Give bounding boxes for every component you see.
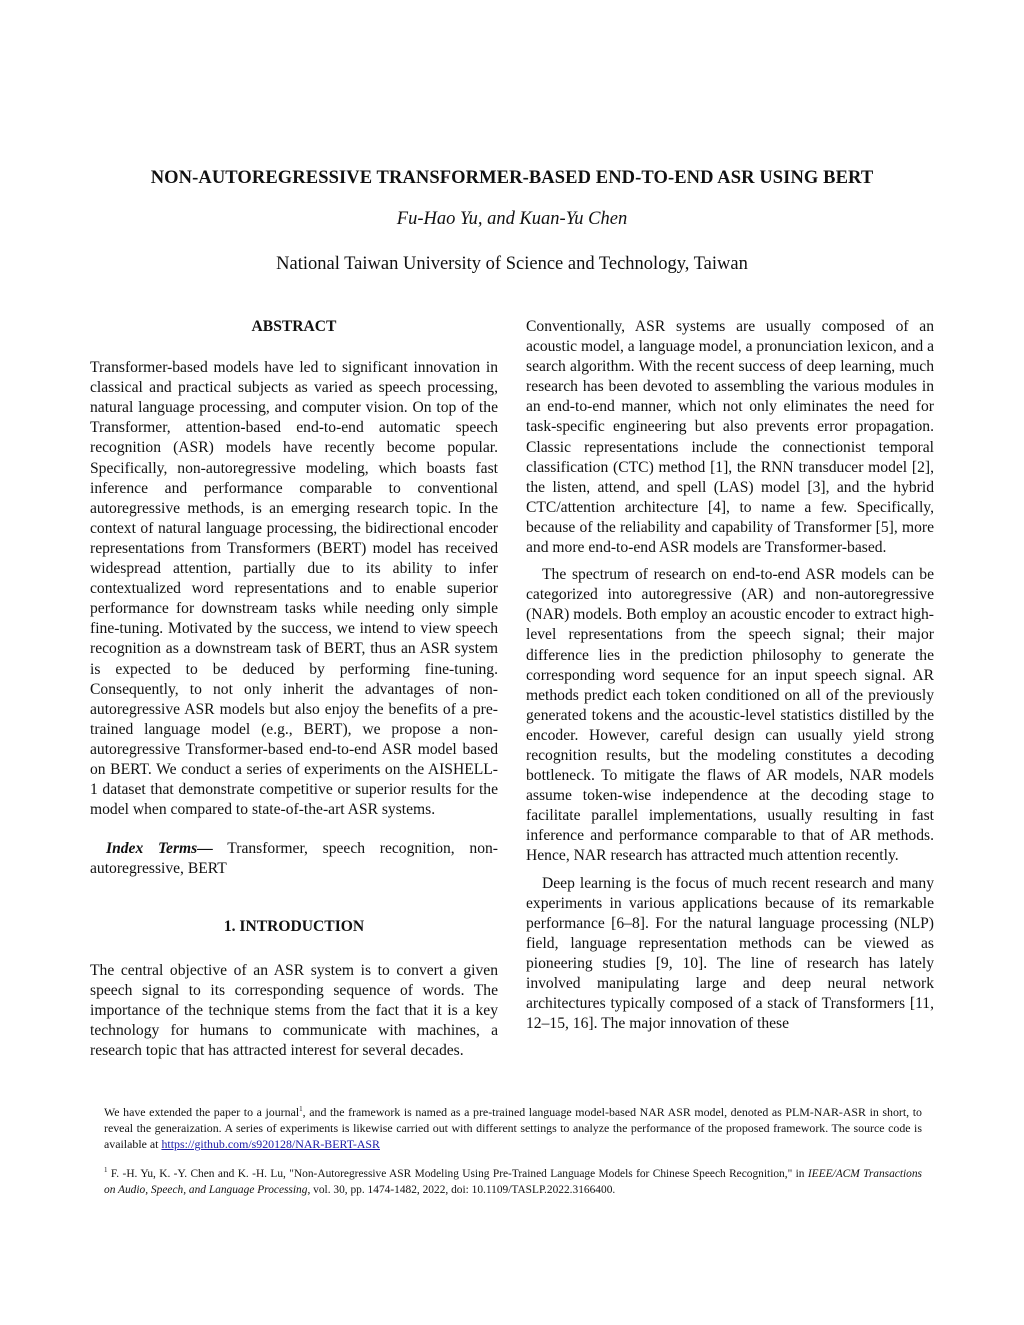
footnote-marker: 1 [299,1105,303,1114]
reference-marker: 1 [104,1166,108,1175]
abstract-text: Transformer-based models have led to significant innovation in classical and practical subjects as varied as speech processing, natural language processing, and computer vision. On top of the Transformer, attention-based end-to-end automatic speech recognition (ASR) models have recently become popular. Specifically, non-autoregressive modeling, which boasts fast inference and performance comparable to conventional autoregressive methods, is an emerging research topic. In the context of natural language processing, the bidirectional encoder representations from Transformers (BERT) model has received widespread attention, partially due to its ability to infer contextualized word representations and to enable superior performance for downstream tasks while needing only simple fine-tuning. Motivated by the success, we intend to view speech recognition as a downstream task of BERT, thus an ASR system is expected to be deduced by performing fine-tuning. Consequently, to not only inherit the advantages of non-autoregressive ASR models but also enjoy the benefits of a pre-trained language model (e.g., BERT), we propose a non-autoregressive Transformer-based end-to-end ASR model based on BERT. We conduct a series of experiments on the AISHELL-1 dataset that demonstrate competitive or superior results for the model when compared to state-of-the-art ASR systems. [90,359,498,819]
footnote-reference [104,1166,922,1198]
left-column [90,317,498,1061]
footnote-journal [104,1104,922,1153]
reference-text-b: , vol. 30, pp. 1474-1482, 2022, doi: 10.1109/TASLP.2022.3166400. [307,1184,616,1197]
paper-title: NON-AUTOREGRESSIVE TRANSFORMER-BASED END-TO-END ASR USING BERT [150,168,874,188]
introduction-heading: 1. INTRODUCTION [223,918,365,936]
reference-venue: IEEE/ACM Transactions on Audio, Speech, and Language Processing [104,1168,922,1197]
footnote-text-a: We have extended the paper to a journal [104,1105,300,1119]
index-terms-label: Index Terms— [106,840,213,858]
right-column [526,317,934,1034]
index-terms-text: Transformer, speech recognition, non-autoregressive, BERT [90,840,498,878]
abstract-heading: ABSTRACT [251,318,337,335]
reference-text-a: F. -H. Yu, K. -Y. Chen and K. -H. Lu, "Non-Autoregressive ASR Modeling Using Pre-Trained Language Models for Chinese Speech Recognition," in [107,1168,808,1180]
paper-affiliation: National Taiwan University of Science and Technology, Taiwan [276,254,748,274]
intro-paragraph-3: The spectrum of research on end-to-end ASR models can be categorized into autoregressive (AR) and non-autoregressive (NAR) models. Both employ an acoustic encoder to extract high-level representations from the speech signal; their major difference lies in the prediction philosophy to generate the corresponding word sequence for an input speech signal. AR methods predict each token conditioned on all of the previously generated tokens and the acoustic-level statistics distilled by the encoder. However, careful design can usually yield strong recognition results, but the modeling constitutes a decoding bottleneck. To mitigate the flaws of AR models, NAR models assume token-wise independence at the decoding stage to facilitate parallel implementations, usually resulting in fast inference and performance comparable to that of AR methods. Hence, NAR research has attracted much attention recently. [526,566,934,865]
paper-authors: Fu-Hao Yu, and Kuan-Yu Chen [396,209,628,229]
footnote-text-b: , and the framework is named as a pre-trained language model-based NAR ASR model, denoted as PLM-NAR-ASR in short, to reveal the generaization. A series of experiments is likewise carried out with different settings to analyze the performance of the proposed framework. The source code is available at [104,1105,922,1152]
intro-paragraph-4: Deep learning is the focus of much recent research and many experiments in various applications because of its remarkable performance [6–8]. For the natural language processing (NLP) field, language representation methods can be viewed as pioneering studies [9, 10]. The line of research has lately involved manipulating large and deep neural network architectures typically composed of a stack of Transformers [11, 12–15, 16]. The major innovation of these [526,874,934,1033]
source-code-link[interactable]: https://github.com/s920128/NAR-BERT-ASR [161,1137,380,1152]
index-terms [90,839,498,879]
intro-paragraph-1: The central objective of an ASR system is to convert a given speech signal to its corresponding sequence of words. The importance of the technique stems from the fact that it is a key technology for humans to communicate with machines, a research topic that has attracted interest for several decades. [90,961,498,1059]
intro-paragraph-2: Conventionally, ASR systems are usually composed of an acoustic model, a language model, a pronunciation lexicon, and a search algorithm. With the recent success of deep learning, much research has been devoted to assembling the various modules in an end-to-end manner, which not only eliminates the need for task-specific engineering but also prevents error propagation. Classic representations include the connectionist temporal classification (CTC) method [1], the RNN transducer model [2], the listen, attend, and spell (LAS) model [3], and the hybrid CTC/attention architecture [4], to name a few. Specifically, because of the reliability and capability of Transformer [5], more and more end-to-end ASR models are Transformer-based. [526,318,934,557]
